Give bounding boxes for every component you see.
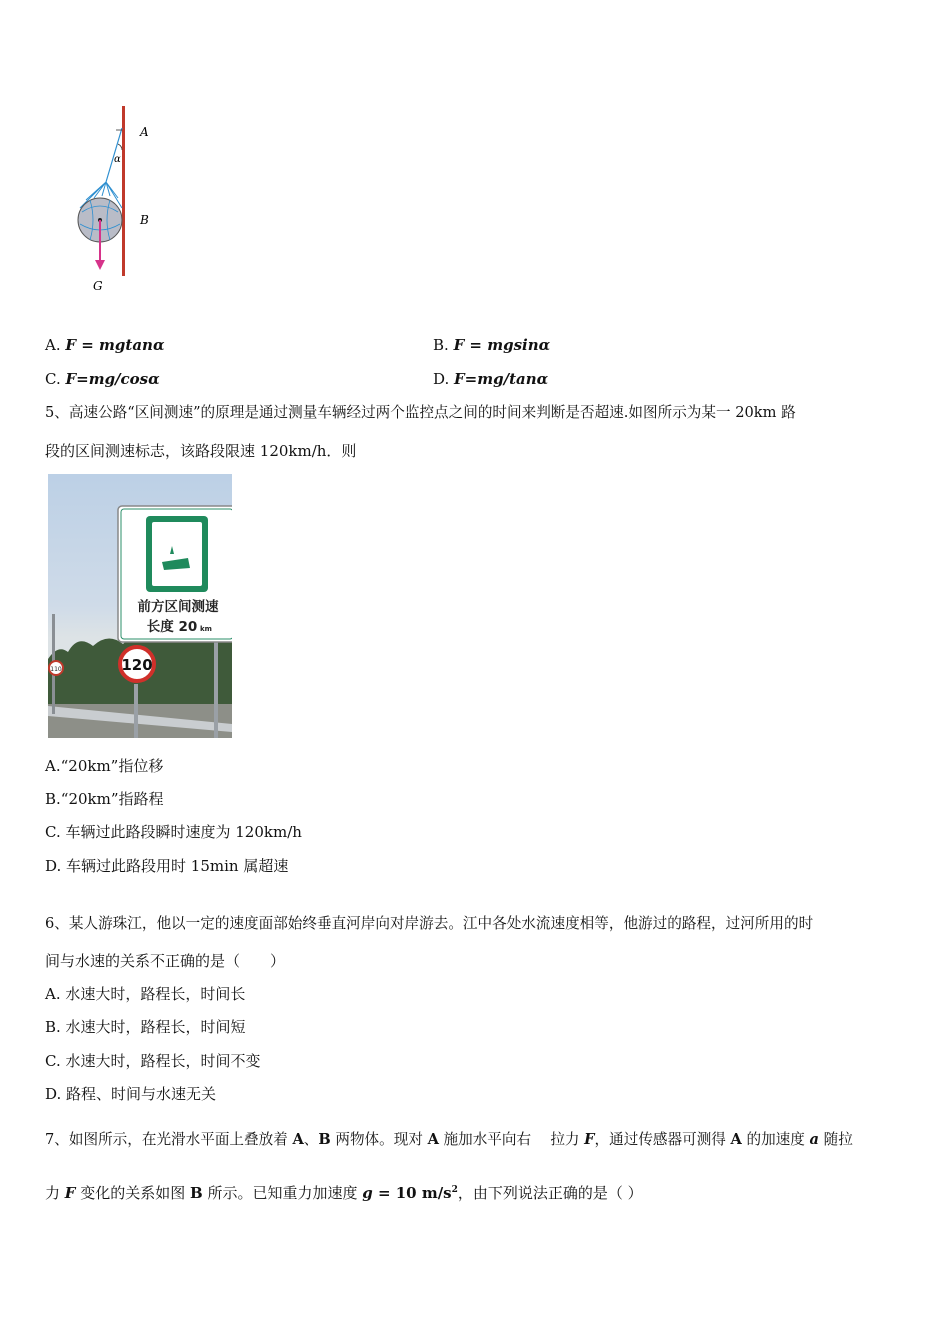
q4-option-c [45,369,160,389]
var-b: B [189,1184,203,1202]
option-prefix: B. [433,336,454,354]
var-accel: a [809,1131,819,1148]
sign-text-2-unit: km [200,625,212,633]
formula: F=mg/tanα [454,370,549,388]
q6-option-b: B. 水速大时，路程长，时间短 [45,1018,246,1036]
label-a: A [140,125,149,139]
q6-stem-line2: 间与水速的关系不正确的是（ ） [45,952,286,970]
q5-option-b: B.“20km”指路程 [45,790,164,808]
text: 两物体。现对 [330,1131,428,1148]
var-b: B [318,1131,331,1148]
var-f: F [64,1184,76,1202]
var-a: A [427,1131,439,1148]
q5-stem-line2: 段的区间测速标志，该路段限速 120km/h．则 [45,442,357,460]
option-prefix: A. [45,336,66,354]
small-limit-text: 110 [50,666,62,673]
photo-scene [48,474,232,738]
q5-option-a: A.“20km”指位移 [45,757,164,775]
text: 的加速度 [741,1131,810,1148]
label-g: G [93,279,103,293]
gravity-arrowhead [95,260,105,270]
text: ，通过传感器可测得 [594,1131,731,1148]
formula: F = mgtanα [65,336,165,354]
var-a: A [292,1131,304,1148]
text: 力 [45,1184,65,1202]
q5-stem-line1: 5、高速公路“区间测速”的原理是通过测量车辆经过两个监控点之间的时间来判断是否超速.如图所示为某一 20km 路 [45,404,796,421]
q6-option-c: C. 水速大时，路程长，时间不变 [45,1052,261,1070]
q6-stem-line1: 6、某人游珠江，他以一定的速度面部始终垂直河岸向对岸游去。江中各处水流速度相等，他游过的路程，过河所用的时 [45,915,814,932]
var-g: g [362,1184,373,1202]
g-value: = 10 m/s [372,1184,452,1202]
wall [122,106,125,276]
option-prefix: D. [433,370,455,388]
option-prefix: C. [45,370,66,388]
q4-option-b [433,335,550,355]
pole-left [134,684,138,738]
text: ，由下列说法正确的是（ ） [457,1184,643,1202]
text: 随拉 [818,1131,853,1148]
q6-option-d: D. 路程、时间与水速无关 [45,1085,217,1103]
sign-text-1: 前方区间测速 [137,599,219,615]
text: 施加水平向右 拉力 [438,1131,585,1148]
formula: F = mgsinα [453,336,551,354]
text: 变化的关系如图 [75,1184,190,1202]
superscript: 2 [451,1185,458,1195]
text: 7、如图所示，在光滑水平面上叠放着 [45,1131,293,1148]
formula: F=mg/cosα [65,370,160,388]
text: 、 [303,1131,319,1148]
q7-stem-line2 [45,1180,643,1203]
q5-option-d: D. 车辆过此路段用时 15min 属超速 [45,857,289,875]
q6-option-a: A. 水速大时，路程长，时间长 [45,985,246,1003]
q7-stem-line1 [45,1130,853,1150]
label-alpha: α [114,154,121,165]
label-b: B [140,213,149,227]
q5-option-c: C. 车辆过此路段瞬时速度为 120km/h [45,823,302,841]
speed-limit-value: 120 [121,656,153,674]
angle-arc [118,144,122,150]
ball-on-wall-figure [60,100,180,300]
text: 所示。已知重力加速度 [202,1184,363,1202]
pole-right [214,634,218,738]
q4-option-a [45,335,165,355]
var-a: A [730,1131,742,1148]
camera-symbol-inner [152,522,202,586]
sign-text-2: 长度 20 [146,619,198,635]
var-f: F [584,1131,595,1148]
speed-sign-photo [48,474,232,738]
q4-option-d [433,369,548,389]
